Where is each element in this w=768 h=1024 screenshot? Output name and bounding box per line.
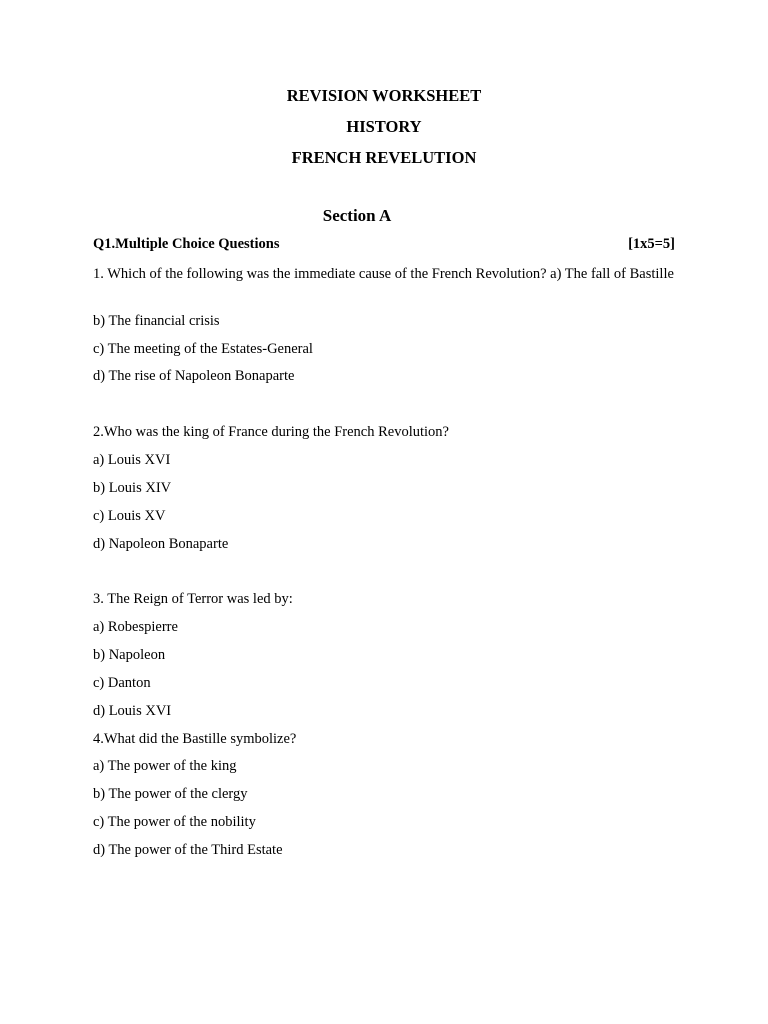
option-line: b) Louis XIV (93, 480, 172, 496)
option-line: a) The power of the king (93, 758, 237, 774)
option-line: c) The meeting of the Estates-General (93, 341, 313, 357)
topic-title: FRENCH REVELUTION (291, 148, 477, 167)
section-title: Section A (322, 206, 392, 225)
option-line: a) Robespierre (93, 619, 178, 635)
option-line: d) Napoleon Bonaparte (93, 536, 229, 552)
option-line: c) The power of the nobility (93, 814, 256, 830)
question-1: 1. Which of the following was the immediate cause of the French Revolution? a) The fall of Bastille (93, 266, 674, 282)
worksheet-title: REVISION WORKSHEET (286, 86, 482, 105)
question-marks: [1x5=5] (628, 236, 675, 252)
option-line: c) Louis XV (93, 508, 166, 524)
option-line: b) The financial crisis (93, 313, 220, 329)
option-line: d) The rise of Napoleon Bonaparte (93, 368, 295, 384)
question-label: Q1.Multiple Choice Questions (93, 236, 280, 252)
option-line: c) Danton (93, 675, 151, 691)
option-line: b) The power of the clergy (93, 786, 248, 802)
question-3: 3. The Reign of Terror was led by: (93, 591, 293, 607)
option-line: a) Louis XVI (93, 452, 171, 468)
option-line: b) Napoleon (93, 647, 166, 663)
option-line: d) The power of the Third Estate (93, 842, 283, 858)
question-2: 2.Who was the king of France during the French Revolution? (93, 424, 449, 440)
option-line: d) Louis XVI (93, 703, 172, 719)
question-header (93, 236, 675, 253)
subject-title: HISTORY (346, 117, 422, 136)
question-4: 4.What did the Bastille symbolize? (93, 731, 297, 747)
